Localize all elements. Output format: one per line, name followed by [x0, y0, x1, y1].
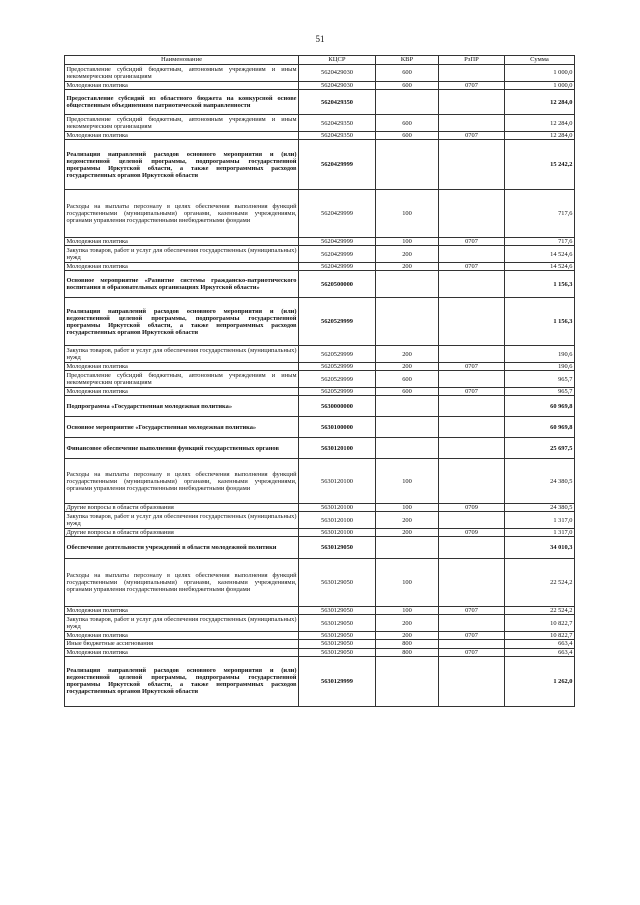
row-name: Другие вопросы в области образования — [65, 529, 299, 537]
row-sum: 60 969,8 — [505, 417, 575, 438]
table-row — [65, 656, 575, 706]
row-rzpr — [439, 90, 505, 115]
row-kvr: 100 — [376, 504, 439, 512]
row-rzpr: 0707 — [439, 648, 505, 656]
row-kcsr: 5630100000 — [299, 417, 376, 438]
table-row — [65, 648, 575, 656]
row-sum: 1 156,3 — [505, 271, 575, 298]
budget-table — [64, 55, 575, 707]
row-name: Молодежная политика — [65, 607, 299, 615]
row-name: Предоставление субсидий бюджетным, автономным учреждениям и иным некоммерческим организациям — [66, 116, 297, 131]
row-sum: 10 822,7 — [505, 632, 575, 640]
row-name: Расходы на выплаты персоналу в целях обеспечения выполнения функций государственными (муниципальными) органами, казенными учреждениями, органами управления государственными внебюджетными фондами — [65, 459, 299, 504]
row-kcsr: 5630129050 — [299, 537, 376, 559]
row-rzpr — [439, 271, 505, 298]
table-row — [65, 115, 575, 132]
table-row — [65, 132, 575, 140]
row-rzpr — [439, 459, 505, 504]
row-sum: 22 524,2 — [505, 607, 575, 615]
table-row — [65, 537, 575, 559]
row-sum: 15 242,2 — [505, 140, 575, 190]
row-kvr: 100 — [376, 559, 439, 607]
row-kvr: 200 — [376, 529, 439, 537]
row-kcsr: 5620429350 — [299, 90, 376, 115]
row-sum: 1 262,0 — [505, 656, 575, 706]
table-row — [65, 396, 575, 417]
row-name: Молодежная политика — [65, 388, 299, 396]
row-name: Реализация направлений расходов основного мероприятия и (или) ведомственной целевой программы, подпрограммы государственной программы Иркутской области, а также непрограммных расходов государственных органов Иркутской области — [65, 656, 299, 706]
table-row — [65, 90, 575, 115]
row-kcsr: 5620429999 — [299, 238, 376, 246]
row-rzpr — [439, 65, 505, 82]
row-rzpr — [439, 559, 505, 607]
row-kvr: 600 — [376, 82, 439, 90]
table-header — [65, 56, 575, 65]
row-kvr: 200 — [376, 246, 439, 263]
row-rzpr — [439, 537, 505, 559]
row-kcsr: 5620429999 — [299, 190, 376, 238]
row-kcsr: 5620529999 — [299, 371, 376, 388]
row-kvr: 200 — [376, 512, 439, 529]
row-kvr — [376, 417, 439, 438]
row-sum: 12 284,0 — [505, 132, 575, 140]
row-kvr — [376, 438, 439, 459]
row-kcsr: 5630129050 — [299, 640, 376, 648]
row-kvr: 600 — [376, 115, 439, 132]
row-sum: 1 317,0 — [505, 512, 575, 529]
row-rzpr: 0707 — [439, 132, 505, 140]
row-name: Предоставление субсидий из областного бюджета на конкурсной основе общественным объединениям патриотической направленности — [65, 90, 299, 115]
row-name: Закупка товаров, работ и услуг для обеспечения государственных (муниципальных) нужд — [66, 513, 297, 528]
row-sum: 24 380,5 — [505, 504, 575, 512]
row-sum: 24 380,5 — [505, 459, 575, 504]
row-kcsr: 5630129050 — [299, 648, 376, 656]
row-kvr: 200 — [376, 615, 439, 632]
row-rzpr: 0709 — [439, 504, 505, 512]
table-row — [65, 607, 575, 615]
row-sum: 25 697,5 — [505, 438, 575, 459]
row-kvr — [376, 90, 439, 115]
table-row — [65, 371, 575, 388]
row-rzpr — [439, 656, 505, 706]
row-sum: 12 284,0 — [505, 90, 575, 115]
row-rzpr — [439, 115, 505, 132]
table-row — [65, 346, 575, 363]
table-row — [65, 298, 575, 346]
row-sum: 1 317,0 — [505, 529, 575, 537]
row-name: Реализация направлений расходов основного мероприятия и (или) ведомственной целевой программы, подпрограммы государственной программы Иркутской области, а также непрограммных расходов государственных органов Иркутской области — [65, 298, 299, 346]
row-name: Подпрограмма «Государственная молодежная политика» — [65, 396, 299, 417]
table-row — [65, 190, 575, 238]
table-row — [65, 82, 575, 90]
row-kvr: 600 — [376, 132, 439, 140]
row-name: Молодежная политика — [65, 648, 299, 656]
table-row — [65, 65, 575, 82]
row-name: Молодежная политика — [65, 132, 299, 140]
row-kcsr: 5620429350 — [299, 115, 376, 132]
row-kcsr: 5620529999 — [299, 346, 376, 363]
row-kcsr: 5620429999 — [299, 140, 376, 190]
row-kcsr: 5630120100 — [299, 512, 376, 529]
row-rzpr: 0707 — [439, 238, 505, 246]
row-name: Основное мероприятие «Государственная молодежная политика» — [65, 417, 299, 438]
row-rzpr — [439, 640, 505, 648]
table-body — [65, 65, 575, 707]
row-kcsr: 5630120100 — [299, 504, 376, 512]
row-kcsr: 5620429350 — [299, 132, 376, 140]
row-name: Предоставление субсидий бюджетным, автономным учреждениям и иным некоммерческим организациям — [66, 65, 297, 80]
row-name: Финансовое обеспечение выполнения функций государственных органов — [65, 438, 299, 459]
row-kvr: 600 — [376, 371, 439, 388]
row-kvr: 100 — [376, 459, 439, 504]
row-sum: 14 524,6 — [505, 246, 575, 263]
header-rzpr: РзПР — [439, 56, 505, 65]
row-kvr: 200 — [376, 346, 439, 363]
row-kcsr: 5620429030 — [299, 82, 376, 90]
row-kvr: 200 — [376, 263, 439, 271]
row-kcsr: 5630120100 — [299, 529, 376, 537]
row-sum: 717,6 — [505, 238, 575, 246]
row-rzpr — [439, 438, 505, 459]
row-sum: 22 524,2 — [505, 559, 575, 607]
row-rzpr: 0709 — [439, 529, 505, 537]
row-kcsr: 5630129050 — [299, 615, 376, 632]
row-sum: 1 000,0 — [505, 82, 575, 90]
row-rzpr — [439, 615, 505, 632]
row-kcsr: 5630120100 — [299, 459, 376, 504]
table-row — [65, 438, 575, 459]
table-row — [65, 615, 575, 632]
row-rzpr: 0707 — [439, 388, 505, 396]
row-rzpr: 0707 — [439, 363, 505, 371]
row-kvr: 100 — [376, 238, 439, 246]
row-rzpr — [439, 140, 505, 190]
row-kvr — [376, 656, 439, 706]
row-kvr: 200 — [376, 363, 439, 371]
row-name: Молодежная политика — [65, 238, 299, 246]
row-name: Закупка товаров, работ и услуг для обеспечения государственных (муниципальных) нужд — [66, 247, 297, 262]
row-sum: 965,7 — [505, 388, 575, 396]
row-kcsr: 5620429999 — [299, 263, 376, 271]
row-sum: 965,7 — [505, 371, 575, 388]
row-name: Закупка товаров, работ и услуг для обеспечения государственных (муниципальных) нужд — [66, 347, 297, 362]
row-kcsr: 5620529999 — [299, 298, 376, 346]
row-name: Расходы на выплаты персоналу в целях обеспечения выполнения функций государственными (муниципальными) органами, казенными учреждениями, органами управления государственными внебюджетными фондами — [65, 190, 299, 238]
row-sum: 12 284,0 — [505, 115, 575, 132]
row-kcsr: 5620429999 — [299, 246, 376, 263]
row-name: Молодежная политика — [65, 363, 299, 371]
row-sum: 1 156,3 — [505, 298, 575, 346]
row-rzpr — [439, 346, 505, 363]
row-name: Другие вопросы в области образования — [65, 504, 299, 512]
header-kcsr: КЦСР — [299, 56, 376, 65]
row-rzpr — [439, 396, 505, 417]
row-kcsr: 5630129050 — [299, 607, 376, 615]
row-kvr: 100 — [376, 190, 439, 238]
row-sum: 34 010,3 — [505, 537, 575, 559]
row-name: Обеспечение деятельности учреждений в области молодежной политики — [65, 537, 299, 559]
row-kvr: 800 — [376, 640, 439, 648]
row-rzpr: 0707 — [439, 82, 505, 90]
row-sum: 663,4 — [505, 640, 575, 648]
table-row — [65, 246, 575, 263]
row-kvr: 600 — [376, 388, 439, 396]
table-row — [65, 363, 575, 371]
table-row — [65, 504, 575, 512]
header-kvr: КВР — [376, 56, 439, 65]
row-sum: 190,6 — [505, 346, 575, 363]
row-name: Реализация направлений расходов основного мероприятия и (или) ведомственной целевой программы, подпрограммы государственной программы Иркутской области, а также непрограммных расходов государственных органов Иркутской области — [65, 140, 299, 190]
row-rzpr — [439, 190, 505, 238]
row-kvr — [376, 298, 439, 346]
page-number: 51 — [315, 34, 325, 44]
row-kcsr: 5630129050 — [299, 632, 376, 640]
row-kvr — [376, 140, 439, 190]
row-sum: 717,6 — [505, 190, 575, 238]
header-name: Наименование — [65, 56, 299, 65]
row-rzpr — [439, 417, 505, 438]
table-row — [65, 140, 575, 190]
table-row — [65, 640, 575, 648]
row-name: Молодежная политика — [65, 632, 299, 640]
table-row — [65, 271, 575, 298]
row-kcsr: 5630129050 — [299, 559, 376, 607]
row-kvr — [376, 396, 439, 417]
row-kcsr: 5620500000 — [299, 271, 376, 298]
row-kcsr: 5630120100 — [299, 438, 376, 459]
row-rzpr — [439, 246, 505, 263]
row-name: Основное мероприятие «Развитие системы гражданско-патриотического воспитания в образовательных организациях Иркутской области» — [65, 271, 299, 298]
row-rzpr: 0707 — [439, 632, 505, 640]
table-row — [65, 263, 575, 271]
header-row — [65, 56, 575, 65]
table-row — [65, 559, 575, 607]
header-sum: Сумма — [505, 56, 575, 65]
row-rzpr: 0707 — [439, 607, 505, 615]
row-kvr: 200 — [376, 632, 439, 640]
row-name: Молодежная политика — [65, 82, 299, 90]
row-kvr: 800 — [376, 648, 439, 656]
row-sum: 60 969,8 — [505, 396, 575, 417]
table-row — [65, 512, 575, 529]
row-sum: 1 000,0 — [505, 65, 575, 82]
row-name: Иные бюджетные ассигнования — [65, 640, 299, 648]
row-rzpr — [439, 512, 505, 529]
row-kcsr: 5630000000 — [299, 396, 376, 417]
row-kvr — [376, 271, 439, 298]
table-row — [65, 632, 575, 640]
row-name: Закупка товаров, работ и услуг для обеспечения государственных (муниципальных) нужд — [66, 616, 297, 631]
table-row — [65, 388, 575, 396]
row-sum: 14 524,6 — [505, 263, 575, 271]
row-rzpr — [439, 298, 505, 346]
table-row — [65, 238, 575, 246]
row-kcsr: 5620429030 — [299, 65, 376, 82]
row-kvr: 600 — [376, 65, 439, 82]
table-row — [65, 529, 575, 537]
row-kvr — [376, 537, 439, 559]
row-sum: 663,4 — [505, 648, 575, 656]
row-sum: 190,6 — [505, 363, 575, 371]
table-row — [65, 417, 575, 438]
row-kcsr: 5620529999 — [299, 388, 376, 396]
row-sum: 10 822,7 — [505, 615, 575, 632]
row-name: Предоставление субсидий бюджетным, автономным учреждениям и иным некоммерческим организациям — [66, 372, 297, 387]
row-rzpr — [439, 371, 505, 388]
row-rzpr: 0707 — [439, 263, 505, 271]
row-kcsr: 5620529999 — [299, 363, 376, 371]
row-name: Расходы на выплаты персоналу в целях обеспечения выполнения функций государственными (муниципальными) органами, казенными учреждениями, органами управления государственными внебюджетными фондами — [65, 559, 299, 607]
row-kvr: 100 — [376, 607, 439, 615]
table-row — [65, 459, 575, 504]
row-kcsr: 5630129999 — [299, 656, 376, 706]
row-name: Молодежная политика — [65, 263, 299, 271]
